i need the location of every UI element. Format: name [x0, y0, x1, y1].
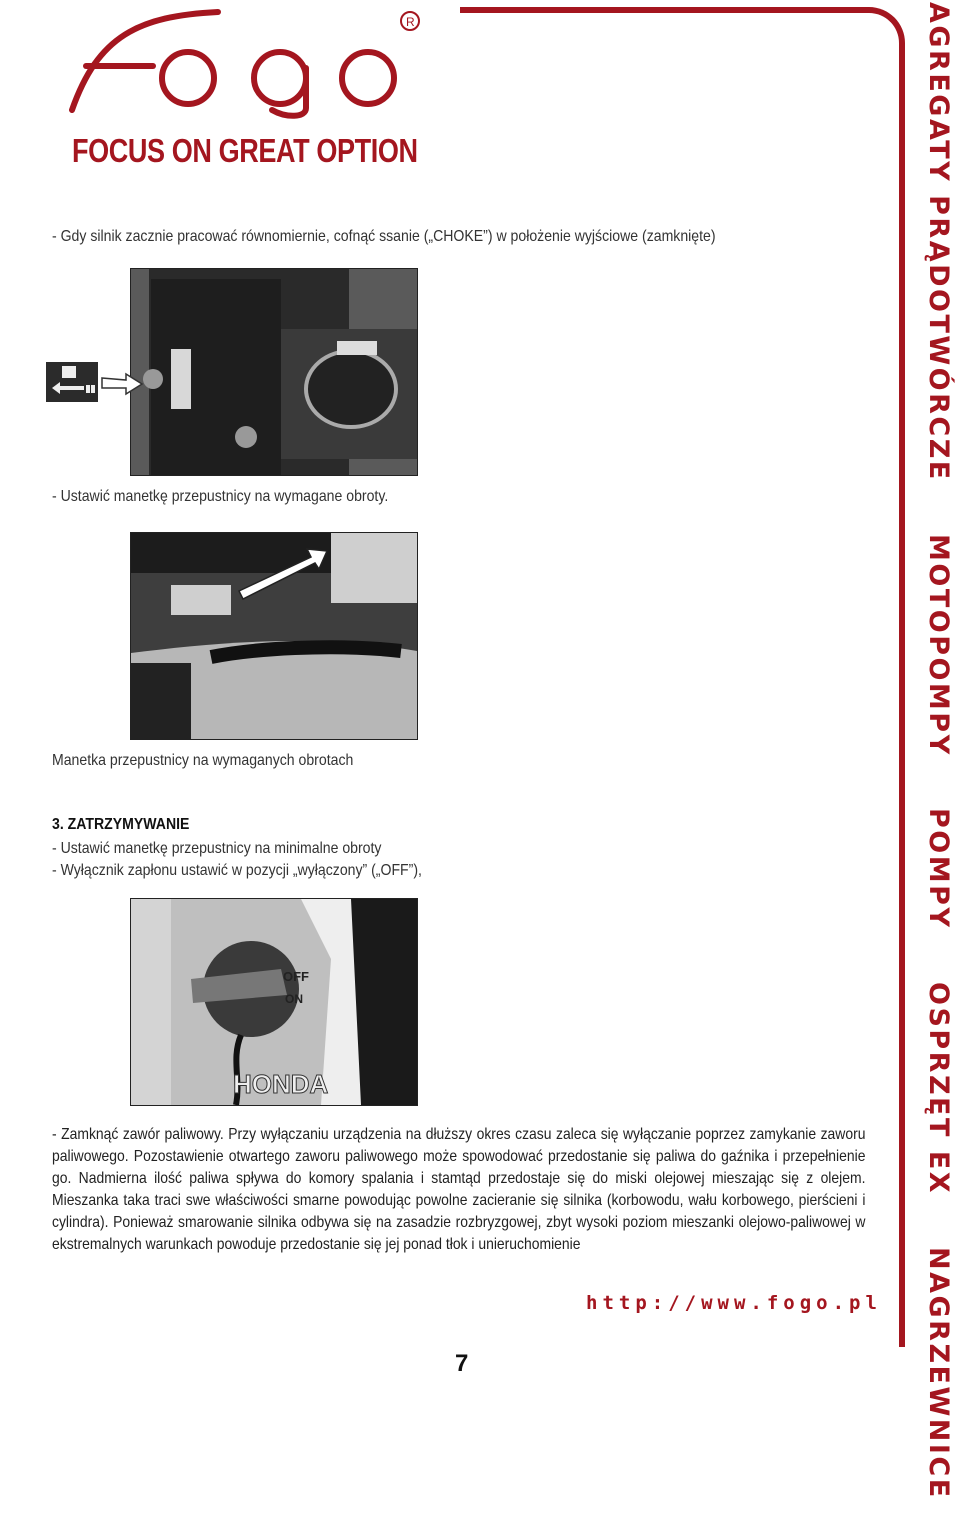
fuel-valve-paragraph: - Zamknąć zawór paliwowy. Przy wyłączaniu urządzenia na dłuższy okres czasu zaleca się wyłączanie poprzez zamykanie zaworu paliwowego. Pozostawienie otwartego zaworu paliwowego może spowodować przedostanie się paliwa do gaźnika i przepełnienie go. Nadmierna ilość paliwa spływa do komory spalania i stamtąd przedostaje się do miski olejowej mieszając się z olejem. Mieszanka taka traci swe właściwości smarne powodując powolne zacieranie się silnika (korbowodu, wału korbowego, pierścieni i cylindra). Ponieważ smarowanie silnika odbywa się na zasadzie rozbryzgowej, zbyt wysoki poziom mieszanki olejowo-paliwowej w ekstremalnych warunkach powoduje przedostanie się jej ponad tłok i unieruchomienie — [52, 1126, 866, 1253]
choke-photo — [130, 268, 418, 476]
off-label: OFF — [283, 969, 309, 984]
website-link[interactable]: http://www.fogo.pl — [586, 1292, 882, 1314]
section-heading: 3. ZATRZYMYWANIE — [52, 816, 190, 833]
sidebar-item-pompy[interactable]: POMPY — [923, 808, 954, 930]
throttle-photo — [130, 532, 418, 740]
ignition-switch-photo — [130, 898, 418, 1106]
sidebar-item-osprzet[interactable]: OSPRZĘT EX — [923, 981, 954, 1195]
throttle-caption: Manetka przepustnicy na wymaganych obrotach — [52, 752, 354, 769]
stop-step-2: - Wyłącznik zapłonu ustawić w pozycji „wyłączony” („OFF”), — [52, 862, 422, 879]
sidebar-categories — [918, 2, 958, 1500]
choke-instruction: - Gdy silnik zacznie pracować równomiernie, cofnąć ssanie („CHOKE”) w położenie wyjściowe (zamknięte) — [52, 228, 716, 245]
on-label: ON — [285, 992, 303, 1006]
tagline: FOCUS ON GREAT OPTION — [72, 132, 418, 169]
choke-indicator-icon — [46, 358, 146, 402]
stop-step-1: - Ustawić manetkę przepustnicy na minimalne obroty — [52, 840, 382, 857]
page-number: 7 — [455, 1350, 469, 1377]
throttle-instruction: - Ustawić manetkę przepustnicy na wymagane obroty. — [52, 488, 389, 505]
sidebar-item-agregaty[interactable]: AGREGATY PRĄDOTWÓRCZE — [923, 2, 954, 482]
fogo-logo — [58, 6, 438, 121]
svg-text:R: R — [406, 15, 415, 29]
honda-brand-label: HONDA — [233, 1069, 329, 1099]
sidebar-item-nagrzewnice[interactable]: NAGRZEWNICE — [923, 1246, 954, 1500]
sidebar-item-motopompy[interactable]: MOTOPOMPY — [923, 533, 954, 757]
